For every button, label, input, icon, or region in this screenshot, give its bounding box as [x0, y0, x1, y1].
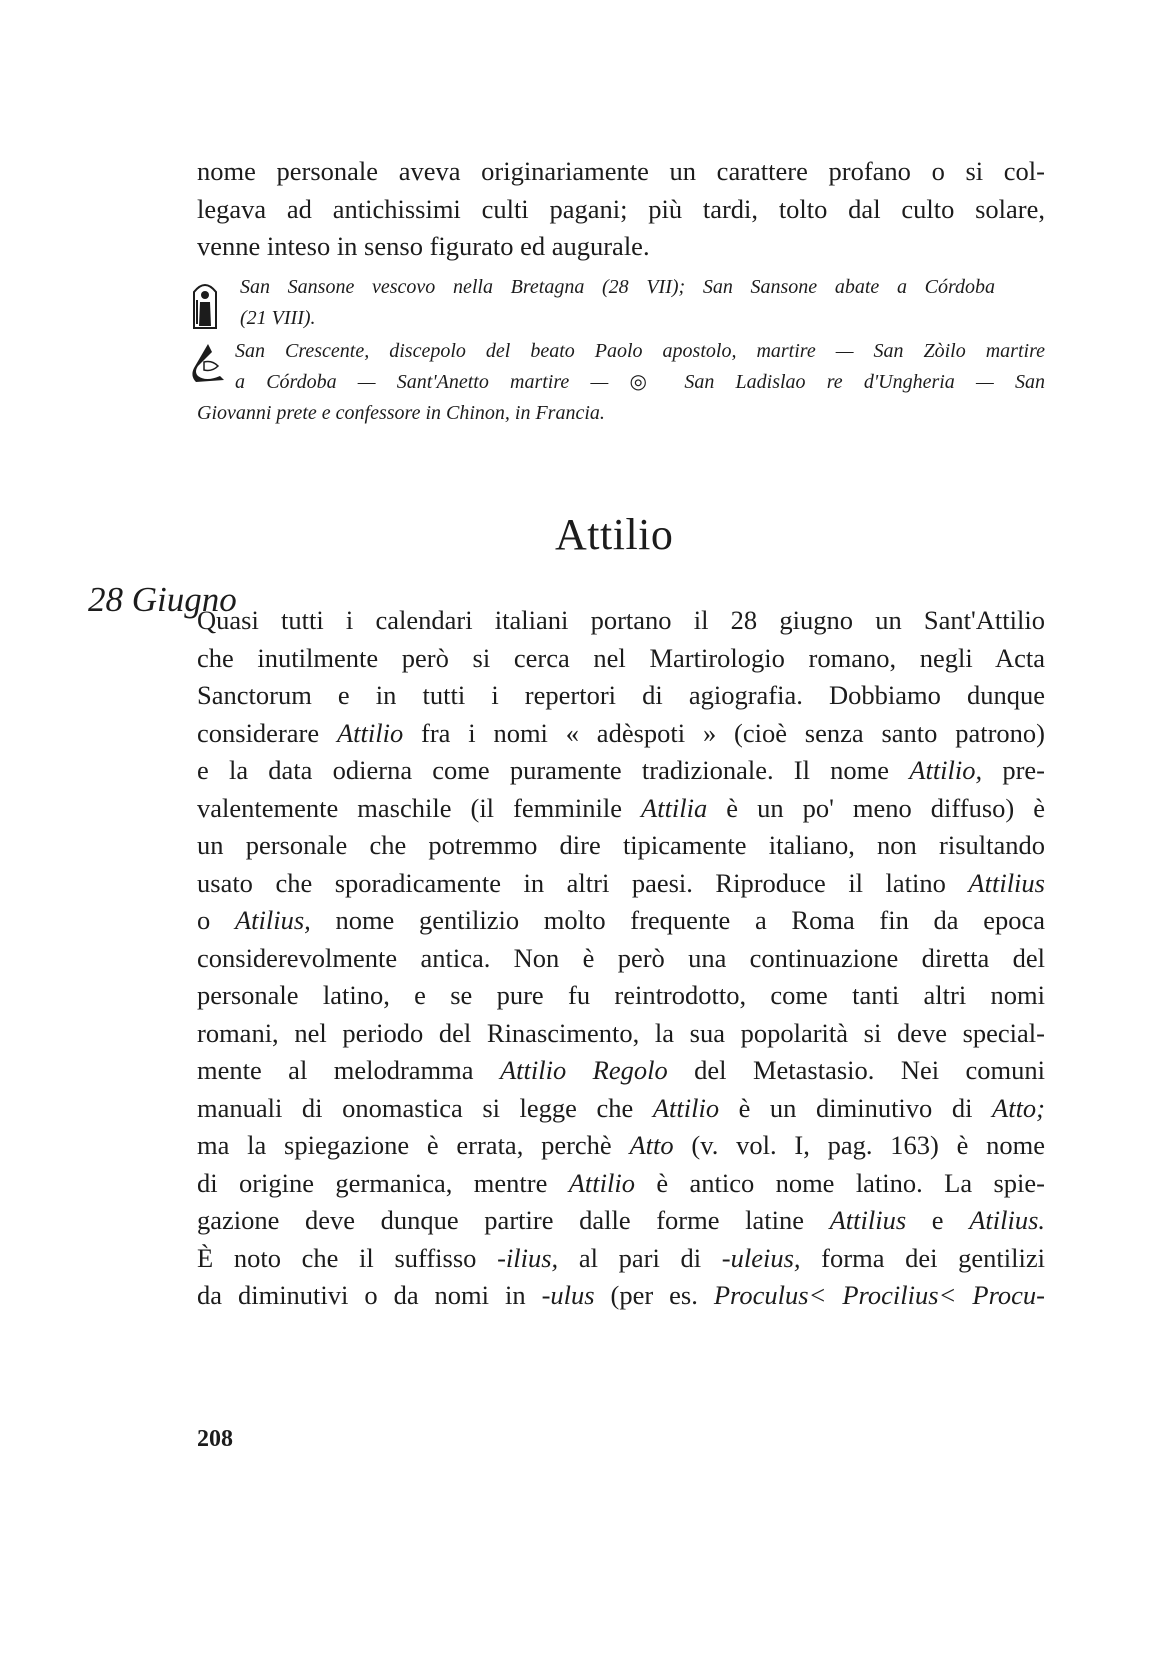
- text-line: da diminutivi o da nomi in -ulus (per es. Proculus< Procilius< Procu-: [197, 1280, 1045, 1310]
- text-line: considerevolmente antica. Non è però una continuazione diretta del: [197, 942, 1045, 973]
- note-line: (21 VIII).: [240, 307, 316, 329]
- text-line: romani, nel periodo del Rinascimento, la sua popolarità si deve special-: [197, 1017, 1045, 1048]
- saints-note-1: [240, 272, 995, 334]
- text-line: gazione deve dunque partire dalle forme latine Attilius e Atilius.: [197, 1205, 1046, 1235]
- entry-title: Attilio: [555, 510, 674, 559]
- text-line: personale latino, e se pure fu reintrodotto, come tanti altri nomi: [197, 980, 1045, 1010]
- main-paragraph: [197, 602, 1045, 1315]
- text-line: manuali di onomastica si legge che Attilio è un diminutivo di Atto;: [197, 1092, 1046, 1123]
- saints-note-2: [197, 336, 1045, 429]
- text-line: che inutilmente però si cerca nel Martirologio romano, negli Acta: [197, 642, 1045, 673]
- text-line: È noto che il suffisso -ilius, al pari di -uleius, forma dei gentilizi: [197, 1242, 1045, 1273]
- note-line: San Sansone vescovo nella Bretagna (28 VII); San Sansone abate a Córdoba: [240, 276, 995, 298]
- text-line: di origine germanica, mentre Attilio è antico nome latino. La spie-: [197, 1167, 1045, 1198]
- note-line: a Córdoba — Sant'Anetto martire — ◎ San Ladislao re d'Ungheria — San: [235, 371, 1045, 393]
- text-line: nome personale aveva originariamente un carattere profano o si col-: [197, 156, 1045, 186]
- text-line: Quasi tutti i calendari italiani portano il 28 giugno un Sant'Attilio: [197, 605, 1045, 635]
- text-line: e la data odierna come puramente tradizionale. Il nome Attilio, pre-: [197, 755, 1046, 785]
- note-line: San Crescente, discepolo del beato Paolo apostolo, martire — San Zòilo martire: [235, 340, 1045, 362]
- entry-date: 28 Giugno: [88, 580, 237, 619]
- text-line: o Atilius, nome gentilizio molto frequente a Roma fin da epoca: [197, 905, 1045, 935]
- page-number: 208: [197, 1426, 233, 1452]
- note-line: Giovanni prete e confessore in Chinon, in Francia.: [197, 402, 605, 424]
- text-line: venne inteso in senso figurato ed augurale.: [197, 231, 650, 261]
- continuation-paragraph: [197, 153, 1045, 266]
- text-line: legava ad antichissimi culti pagani; più tardi, tolto dal culto solare,: [197, 193, 1045, 224]
- text-line: valentemente maschile (il femminile Attilia è un po' meno diffuso) è: [197, 792, 1045, 823]
- text-line: considerare Attilio fra i nomi « adèspoti » (cioè senza santo patrono): [197, 717, 1045, 748]
- saint-figure-icon: [190, 278, 220, 334]
- text-line: usato che sporadicamente in altri paesi. Riproduce il latino Attilius: [197, 867, 1045, 898]
- text-line: mente al melodramma Attilio Regolo del Metastasio. Nei comuni: [197, 1055, 1046, 1085]
- text-line: Sanctorum e in tutti i repertori di agiografia. Dobbiamo dunque: [197, 680, 1045, 710]
- text-line: ma la spiegazione è errata, perchè Atto (v. vol. I, pag. 163) è nome: [197, 1130, 1045, 1160]
- text-line: un personale che potremmo dire tipicamente italiano, non risultando: [197, 830, 1045, 860]
